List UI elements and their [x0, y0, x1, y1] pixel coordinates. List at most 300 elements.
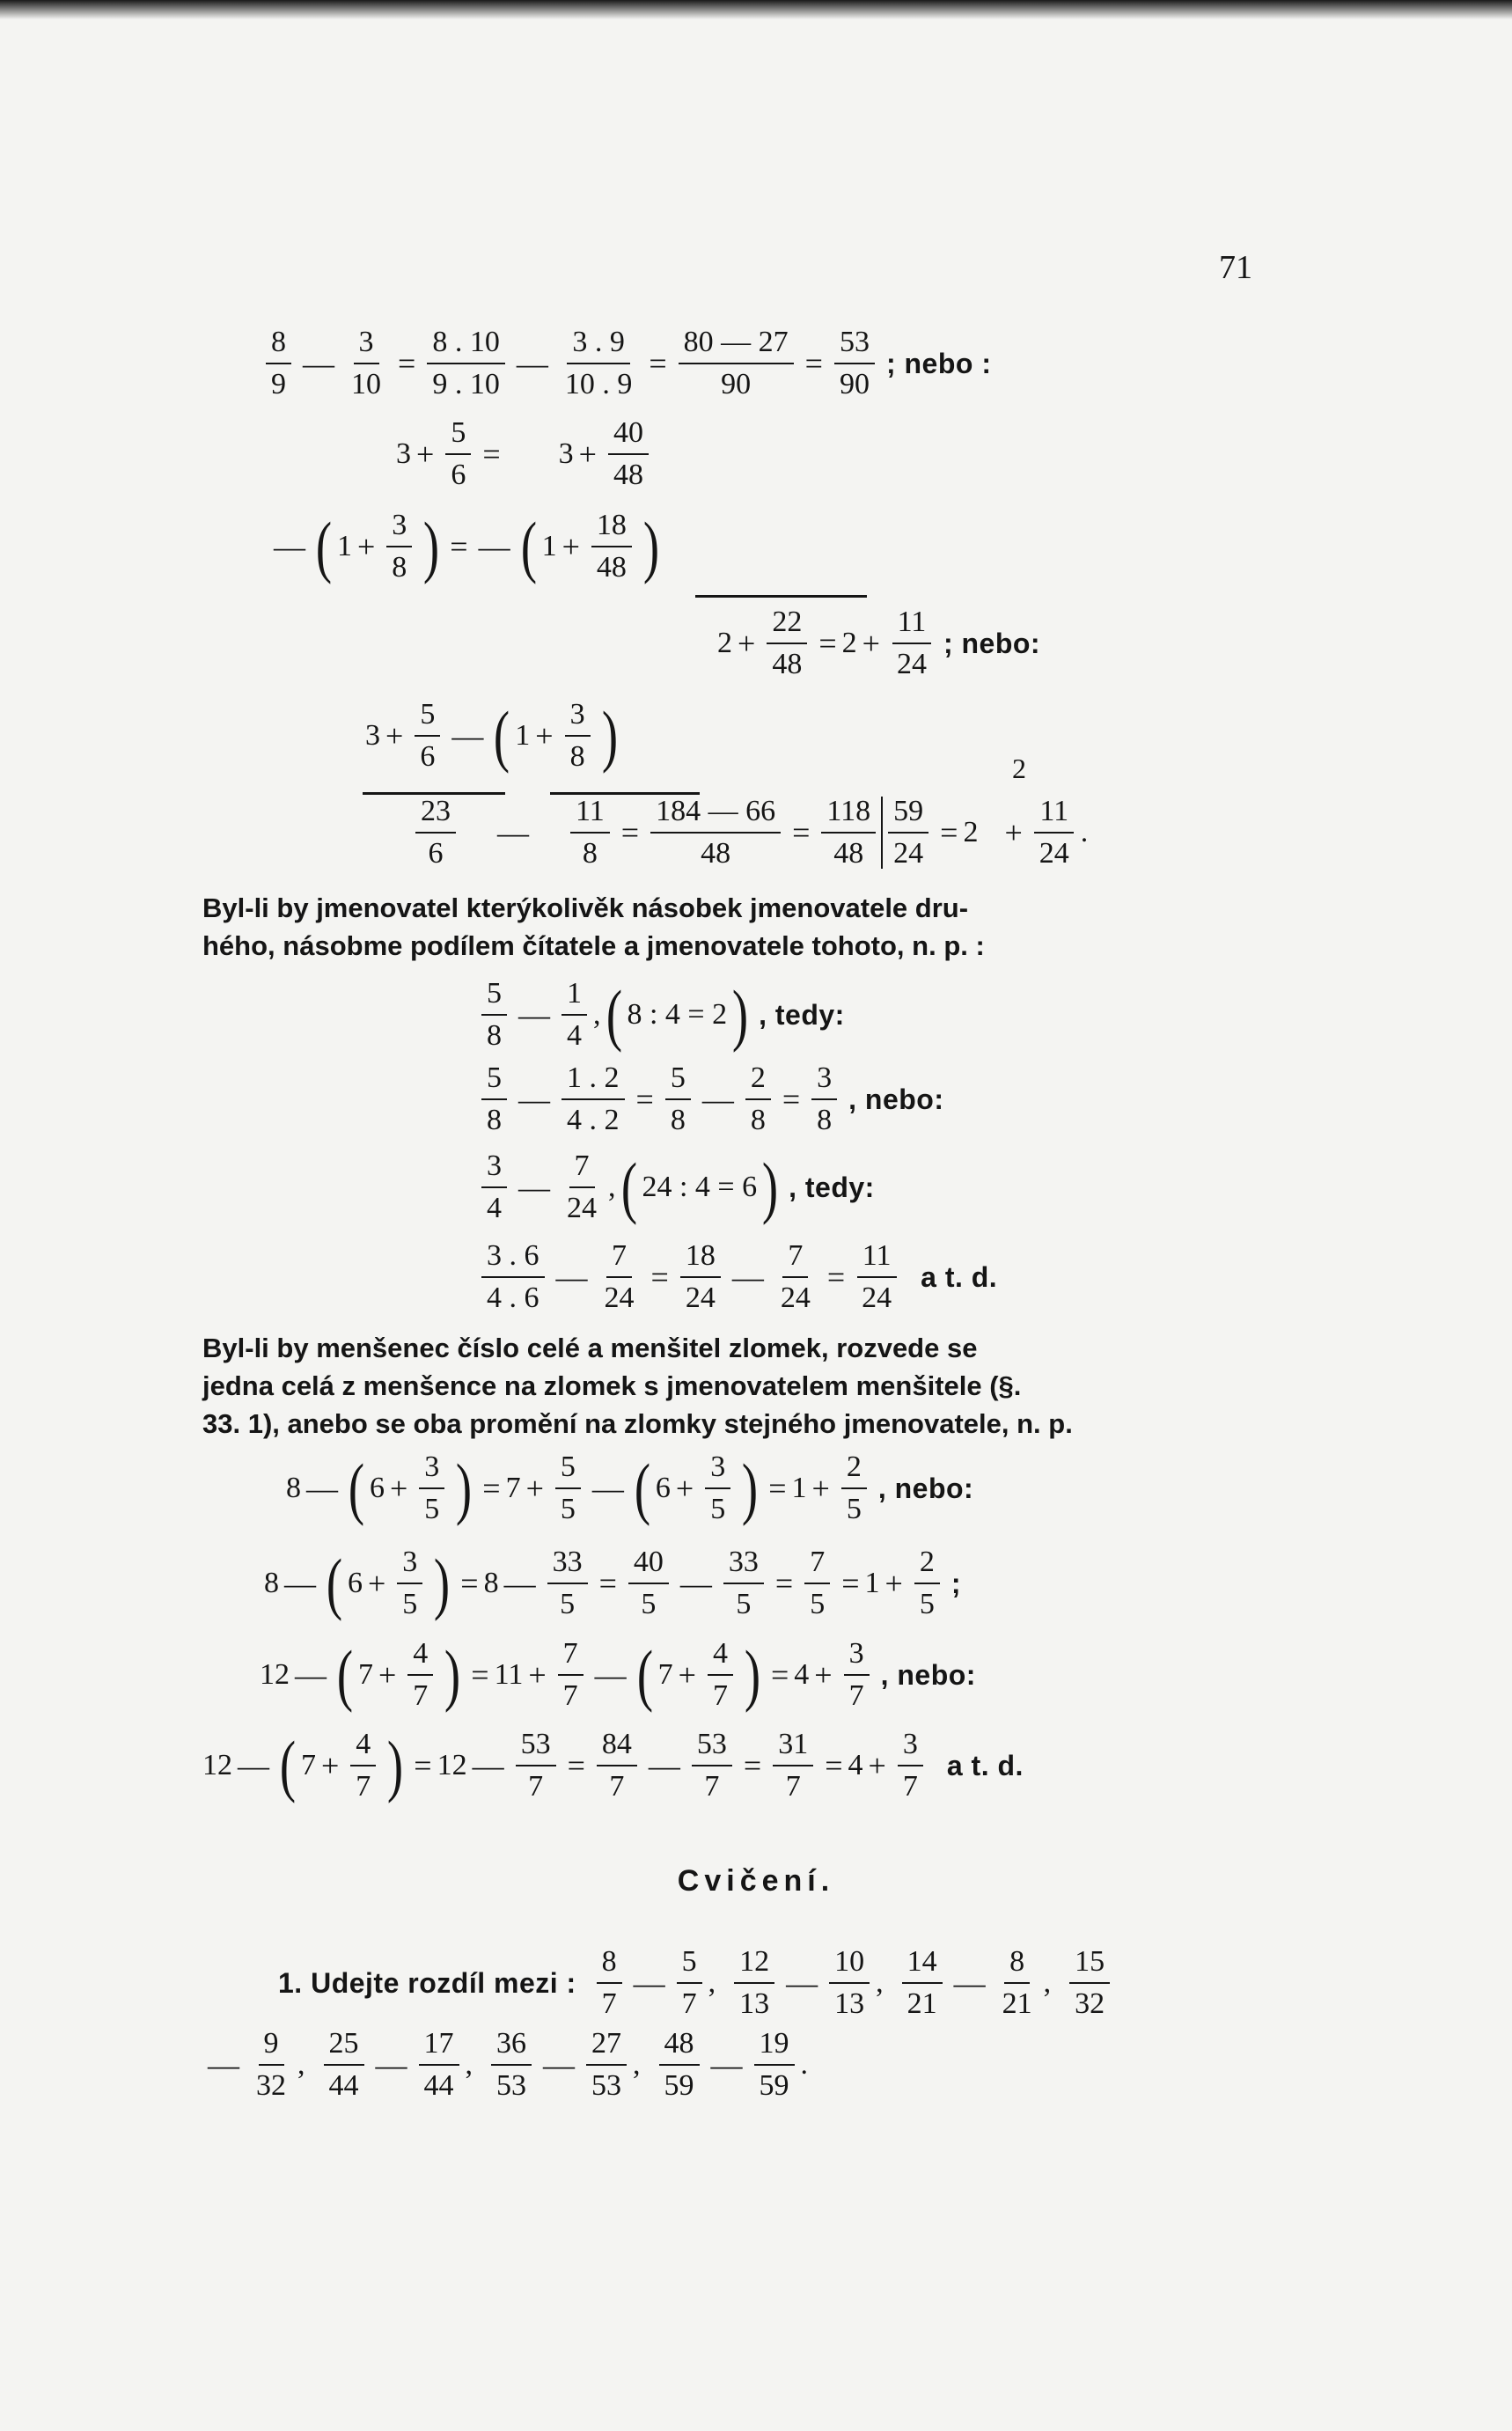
numerator: 12: [734, 1947, 774, 1984]
fraction: [565, 700, 591, 772]
denominator: 7: [712, 1679, 728, 1712]
denominator: 7: [601, 1987, 617, 2020]
math-symbol: 8 : 4 = 2: [627, 998, 728, 1031]
inline-text: , nebo:: [877, 1472, 974, 1504]
text-line: hého, násobme podílem čítatele a jmenovatele tohoto, n. p. :: [202, 930, 985, 961]
math-symbol: +: [862, 626, 880, 661]
math-symbol: 12: [437, 1749, 467, 1781]
numerator: 2: [745, 1063, 771, 1100]
math-symbol: 11: [494, 1658, 524, 1691]
numerator: 3: [811, 1063, 837, 1100]
math-symbol: =: [770, 1657, 789, 1693]
block1-middle: [268, 507, 664, 584]
math-symbol: =: [598, 1566, 617, 1601]
math-symbol: 2: [717, 627, 732, 659]
denominator: 7: [902, 1770, 918, 1803]
numerator: 5: [555, 1452, 581, 1489]
numerator: 5: [677, 1947, 702, 1984]
numerator: 53: [516, 1730, 556, 1766]
math-symbol: +: [320, 1748, 340, 1783]
math-symbol: 3: [365, 719, 380, 752]
math-symbol: +: [884, 1566, 903, 1601]
fraction: [829, 1947, 870, 2019]
parenthesis: (: [636, 1635, 653, 1713]
denominator: 7: [609, 1770, 625, 1803]
parenthesis: ): [762, 1148, 779, 1225]
numerator: 5: [481, 979, 507, 1016]
math-symbol: +: [385, 718, 404, 753]
math-symbol: =: [398, 346, 416, 381]
denominator: 7: [356, 1770, 371, 1803]
block2-main: [409, 797, 1088, 869]
fraction: [844, 1639, 870, 1711]
math-symbol: +: [738, 626, 756, 661]
math-symbol: —: [516, 346, 548, 381]
math-symbol: —: [478, 529, 510, 564]
math-symbol: —: [284, 1566, 316, 1601]
fraction: [561, 1063, 625, 1135]
numerator: 23: [415, 797, 456, 834]
denominator: 4: [567, 1019, 582, 1052]
parenthesis: (: [494, 696, 510, 774]
denominator: 44: [328, 2069, 359, 2102]
math-symbol: —: [786, 1965, 818, 2001]
numerator: 5: [481, 1063, 507, 1100]
fraction: [445, 418, 471, 490]
numerator: 9: [259, 2029, 284, 2066]
numerator: 7: [606, 1241, 632, 1278]
fraction: [734, 1947, 774, 2019]
parenthesis: (: [315, 507, 333, 584]
fraction: [350, 1730, 376, 1802]
numerator: 11: [892, 607, 932, 644]
denominator: 5: [560, 1588, 576, 1620]
math-symbol: 8: [483, 1567, 499, 1599]
math-symbol: —: [731, 1260, 764, 1295]
fraction: [599, 1241, 640, 1313]
denominator: 32: [256, 2069, 286, 2102]
numerator: 7: [569, 1151, 595, 1188]
denominator: 5: [736, 1588, 752, 1620]
denominator: 4 . 6: [487, 1282, 539, 1314]
denominator: 8: [670, 1104, 686, 1136]
fraction: [892, 607, 932, 679]
numerator: 11: [1034, 797, 1074, 834]
paragraph-1: [202, 889, 1276, 965]
math-symbol: 6: [655, 1472, 671, 1504]
block1-top: [396, 418, 655, 490]
parenthesis: (: [326, 1544, 343, 1621]
numerator: 4: [407, 1639, 433, 1676]
denominator: 32: [1075, 1987, 1105, 2020]
parenthesis: ): [456, 1449, 473, 1526]
math-symbol: 7: [505, 1472, 521, 1504]
fraction: [1034, 797, 1075, 869]
math-symbol: —: [472, 1748, 504, 1783]
example-5: [286, 1449, 979, 1526]
denominator: 4 . 2: [567, 1104, 620, 1136]
numerator: 3: [354, 327, 379, 364]
math-symbol: =: [650, 1260, 669, 1295]
numerator: 11: [857, 1241, 897, 1278]
denominator: 7: [848, 1679, 864, 1712]
fraction: [650, 797, 781, 869]
text-line: Byl-li by jmenovatel kterýkolivěk násobek jmenovatele dru-: [202, 892, 969, 923]
math-symbol: =: [414, 1748, 432, 1783]
math-symbol: —: [555, 1260, 588, 1295]
fraction: [591, 510, 632, 583]
fraction: [705, 1452, 730, 1524]
numerator: 80 — 27: [679, 327, 794, 364]
fraction: [419, 1452, 444, 1524]
math-symbol: —: [591, 1471, 624, 1506]
fraction: [723, 1547, 764, 1619]
parenthesis: ): [642, 507, 659, 584]
numerator: 53: [834, 327, 875, 364]
math-symbol: .: [1080, 816, 1089, 848]
math-symbol: —: [518, 1082, 550, 1117]
numerator: 10: [829, 1947, 870, 1984]
fraction: [397, 1547, 422, 1619]
numerator: 33: [547, 1547, 588, 1584]
math-symbol: —: [451, 718, 484, 753]
math-symbol: —: [238, 1748, 269, 1783]
math-symbol: =: [804, 346, 823, 381]
fraction: [1069, 1947, 1110, 2019]
numerator: 27: [586, 2029, 627, 2066]
math-symbol: ,: [633, 2048, 641, 2081]
fraction: [266, 327, 291, 400]
math-symbol: =: [471, 1657, 489, 1693]
numerator: 31: [773, 1730, 813, 1766]
math-symbol: +: [525, 1471, 544, 1506]
math-symbol: —: [701, 1082, 734, 1117]
math-symbol: —: [306, 1471, 338, 1506]
denominator: 48: [701, 837, 731, 870]
numerator: 33: [723, 1547, 764, 1584]
math-symbol: ,: [297, 2048, 305, 2081]
numerator: 22: [767, 607, 807, 644]
denominator: 48: [596, 551, 627, 584]
math-symbol: ,: [465, 2048, 473, 2081]
numerator: 84: [597, 1730, 637, 1766]
block1-result: [717, 607, 1046, 679]
math-symbol: 1: [336, 530, 352, 562]
denominator: 7: [528, 1770, 544, 1803]
fraction: [547, 1547, 588, 1619]
math-symbol: +: [1004, 815, 1023, 850]
denominator: 48: [613, 459, 643, 491]
math-symbol: —: [679, 1566, 712, 1601]
math-symbol: =: [826, 1260, 846, 1295]
inline-text: 1. Udejte rozdíl mezi :: [278, 1966, 576, 1999]
parenthesis: ): [387, 1726, 404, 1803]
denominator: 5: [560, 1493, 576, 1525]
numerator: 8: [1004, 1947, 1030, 1984]
denominator: 6: [428, 837, 444, 870]
math-symbol: .: [800, 2048, 808, 2081]
text-line: Byl-li by menšenec číslo celé a menšitel zlomek, rozvede se: [202, 1333, 978, 1363]
denominator: 24: [1039, 837, 1069, 870]
numerator: 1 . 2: [561, 1063, 625, 1100]
denominator: 5: [919, 1588, 935, 1620]
numerator: 3: [386, 510, 412, 547]
math-symbol: ,: [876, 1966, 884, 1999]
denominator: 21: [906, 1987, 937, 2020]
fraction: [481, 979, 507, 1051]
numerator: 3 . 9: [567, 327, 630, 364]
fraction: [558, 1639, 584, 1711]
subtraction-rule: [695, 595, 867, 598]
denominator: 8: [750, 1104, 766, 1136]
math-symbol: 2: [841, 627, 857, 659]
math-symbol: +: [378, 1657, 397, 1693]
math-symbol: 4: [794, 1658, 810, 1691]
math-symbol: —: [274, 529, 305, 564]
inline-text: , tedy:: [759, 998, 845, 1031]
denominator: 53: [496, 2069, 526, 2102]
denominator: 5: [424, 1493, 440, 1525]
fraction: [841, 1452, 867, 1524]
numerator: 19: [754, 2029, 795, 2066]
fraction: [561, 1151, 602, 1223]
math-symbol: —: [518, 1170, 550, 1205]
math-symbol: =: [482, 437, 501, 472]
numerator: 7: [804, 1547, 830, 1584]
denominator: 24: [567, 1192, 597, 1224]
numerator: 118: [821, 797, 876, 834]
numerator: 18: [591, 510, 632, 547]
inline-text: a t. d.: [921, 1260, 998, 1293]
math-symbol: —: [518, 997, 550, 1032]
parenthesis: (: [336, 1635, 354, 1713]
math-symbol: =: [782, 1082, 801, 1117]
numerator: 14: [902, 1947, 943, 1984]
math-symbol: =: [774, 1566, 794, 1601]
denominator: 24: [896, 648, 927, 680]
fraction: [821, 797, 876, 869]
denominator: 13: [739, 1987, 770, 2020]
denominator: 7: [681, 1987, 697, 2020]
numerator: 11: [570, 797, 610, 834]
math-symbol: 6: [369, 1472, 385, 1504]
numerator: 7: [558, 1639, 584, 1676]
denominator: 6: [451, 459, 466, 491]
math-symbol: +: [811, 1471, 830, 1506]
math-symbol: —: [303, 346, 334, 381]
equation-line-1: [260, 327, 996, 400]
denominator: 7: [704, 1770, 720, 1803]
denominator: 48: [772, 648, 803, 680]
parenthesis: ): [601, 696, 618, 774]
math-symbol: +: [389, 1471, 408, 1506]
fraction: [419, 2029, 459, 2101]
parenthesis: (: [348, 1449, 365, 1526]
denominator: 4: [487, 1192, 502, 1224]
inline-text: , nebo:: [880, 1658, 976, 1691]
denominator: 90: [839, 368, 870, 400]
math-symbol: 3: [396, 437, 411, 470]
numerator: 53: [692, 1730, 732, 1766]
fraction: [324, 2029, 364, 2101]
fraction: [902, 1947, 943, 2019]
math-symbol: +: [528, 1657, 547, 1693]
fraction: [346, 327, 386, 400]
fraction: [898, 1730, 923, 1802]
fraction: [251, 2029, 291, 2101]
math-symbol: 8: [264, 1567, 279, 1599]
numerator: 184 — 66: [650, 797, 781, 834]
numerator: 59: [888, 797, 928, 834]
fraction: [427, 327, 505, 400]
denominator: 24: [780, 1282, 811, 1314]
math-symbol: 3: [558, 437, 574, 470]
math-symbol: 4: [848, 1749, 863, 1781]
fraction: [560, 327, 638, 400]
math-symbol: +: [678, 1657, 696, 1693]
denominator: 24: [604, 1282, 635, 1314]
numerator: 48: [659, 2029, 700, 2066]
inline-text: ; nebo :: [885, 347, 992, 379]
math-symbol: —: [497, 815, 529, 850]
math-symbol: 8: [286, 1472, 301, 1504]
fraction: [804, 1547, 830, 1619]
numerator: 3: [481, 1151, 507, 1188]
parenthesis: (: [606, 975, 622, 1053]
fraction: [767, 607, 807, 679]
fraction: [677, 1947, 702, 2019]
numerator: 17: [419, 2029, 459, 2066]
math-symbol: =: [792, 815, 811, 850]
fraction: [570, 797, 610, 869]
math-symbol: +: [868, 1748, 886, 1783]
parenthesis: (: [620, 1148, 637, 1225]
denominator: 44: [423, 2069, 454, 2102]
fraction: [555, 1452, 581, 1524]
denominator: 24: [685, 1282, 716, 1314]
math-symbol: =: [460, 1566, 479, 1601]
fraction: [811, 1063, 837, 1135]
denominator: 21: [1002, 1987, 1032, 2020]
math-symbol: =: [743, 1748, 762, 1783]
math-symbol: +: [578, 437, 597, 472]
numerator: 5: [665, 1063, 691, 1100]
denominator: 5: [810, 1588, 826, 1620]
math-symbol: ,: [1043, 1966, 1052, 1999]
math-symbol: =: [841, 1566, 860, 1601]
parenthesis: ): [732, 975, 749, 1053]
numerator: 5: [415, 700, 440, 737]
numerator: 4: [708, 1639, 733, 1676]
math-symbol: +: [535, 718, 554, 753]
math-symbol: 6: [347, 1567, 363, 1599]
math-symbol: +: [675, 1471, 694, 1506]
inline-text: ; nebo:: [943, 627, 1041, 659]
inline-text: , tedy:: [789, 1171, 875, 1203]
fraction: [491, 2029, 532, 2101]
math-symbol: —: [594, 1657, 627, 1693]
numerator: 3: [705, 1452, 730, 1489]
fraction: [628, 1547, 669, 1619]
fraction: [597, 1730, 637, 1802]
numerator: 3: [844, 1639, 870, 1676]
denominator: 7: [413, 1679, 429, 1712]
numerator: 15: [1069, 1947, 1110, 1984]
numerator: 36: [491, 2029, 532, 2066]
math-symbol: +: [561, 529, 580, 564]
fraction: [834, 327, 875, 400]
numerator: 18: [680, 1241, 721, 1278]
fraction: [597, 1947, 622, 2019]
math-symbol: 2: [963, 816, 979, 848]
numerator: 3: [419, 1452, 444, 1489]
denominator: 24: [862, 1282, 892, 1314]
inline-text: a t. d.: [946, 1749, 1024, 1781]
denominator: 9: [271, 368, 286, 400]
fraction: [679, 327, 794, 400]
math-symbol: +: [356, 529, 376, 564]
fraction: [665, 1063, 691, 1135]
math-symbol: 24 : 4 = 6: [642, 1171, 758, 1203]
denominator: 48: [833, 837, 864, 870]
denominator: 7: [562, 1679, 578, 1712]
block2-top: [365, 696, 623, 774]
math-symbol: =: [940, 815, 958, 850]
fraction: [407, 1639, 433, 1711]
denominator: 5: [710, 1493, 726, 1525]
numerator: 5: [445, 418, 471, 455]
fraction: [481, 1151, 507, 1223]
numerator: 3: [898, 1730, 923, 1766]
fraction: [481, 1063, 507, 1135]
fraction: [386, 510, 412, 583]
math-symbol: =: [620, 815, 640, 850]
denominator: 13: [834, 1987, 865, 2020]
exercise-1-line-2: [202, 2029, 808, 2101]
paragraph-2: [202, 1329, 1276, 1443]
fraction: [745, 1063, 771, 1135]
math-symbol: =: [482, 1471, 501, 1506]
denominator: 5: [641, 1588, 657, 1620]
math-symbol: —: [375, 2047, 407, 2082]
numerator: 4: [350, 1730, 376, 1766]
example-7: [260, 1635, 981, 1713]
page-number: 71: [1219, 249, 1252, 286]
numerator: 3: [565, 700, 591, 737]
inline-text: , nebo:: [848, 1083, 944, 1115]
denominator: 10: [351, 368, 381, 400]
denominator: 59: [759, 2069, 789, 2102]
parenthesis: (: [520, 507, 537, 584]
math-symbol: —: [648, 1748, 680, 1783]
math-symbol: =: [635, 1082, 654, 1117]
fraction: [692, 1730, 732, 1802]
example-1: [475, 975, 850, 1053]
text-line: jedna celá z menšence na zlomek s jmenovatelem menšitele (§.: [202, 1370, 1022, 1401]
example-6: [264, 1544, 966, 1621]
numerator: 3: [397, 1547, 422, 1584]
inline-text: ;: [951, 1567, 961, 1599]
numerator: 40: [608, 418, 649, 455]
numerator: 2: [914, 1547, 940, 1584]
math-symbol: 1: [864, 1567, 880, 1599]
numerator: 8: [266, 327, 291, 364]
scan-top-edge: [0, 0, 1512, 19]
denominator: 8: [487, 1104, 502, 1136]
denominator: 8: [582, 837, 598, 870]
math-symbol: —: [208, 2047, 239, 2082]
denominator: 8: [487, 1019, 502, 1052]
